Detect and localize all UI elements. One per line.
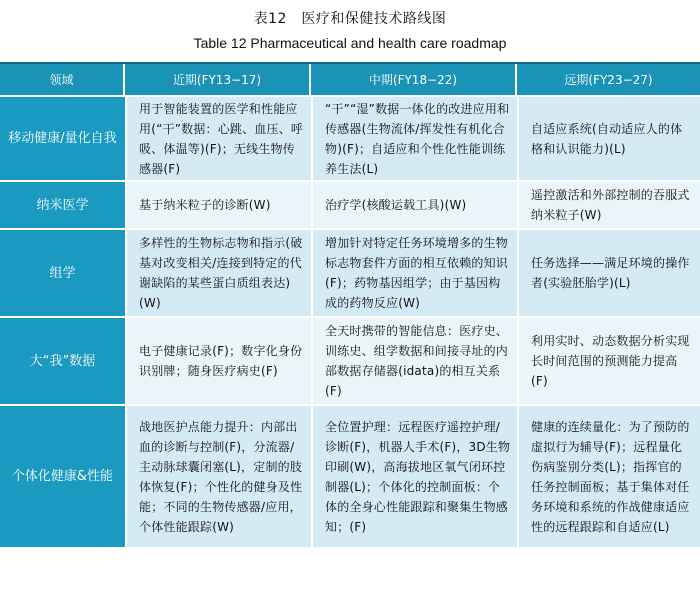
table-caption-chinese: 表12 医疗和保健技术路线图 [253,11,447,27]
table-row [0,316,700,404]
far-term-cell: 利用实时、动态数据分析实现长时间范围的预测能力提高(F) [517,318,700,404]
near-term-cell: 战地医护点能力提升：内部出血的诊断与控制(F)，分流器/主动脉球囊闭塞(L)，定制的肢体恢复(F)；个性化的健身及性能；不同的生物传感器/应用，个体性能跟踪(W) [125,406,311,547]
near-term-cell: 电子健康记录(F)；数字化身份识别牌；随身医疗病史(F) [125,318,311,404]
field-cell: 大“我”数据 [0,318,125,404]
near-term-cell: 基于纳米粒子的诊断(W) [125,182,311,228]
near-term-cell: 用于智能装置的医学和性能应用(“干”数据：心跳、血压、呼吸、体温等)(F)；无线生物传感器(F) [125,97,311,180]
far-term-cell: 自适应系统(自动适应人的体格和认识能力)(L) [517,97,700,180]
table-row [0,228,700,316]
header-near-term: 近期(FY13−17) [125,64,311,95]
table-row [0,95,700,180]
header-field: 领域 [0,64,125,95]
table-row [0,180,700,228]
mid-term-cell: 全天时携带的智能信息：医疗史、训练史、组学数据和间接寻址的内部数据存储器(idata)的相互关系(F) [311,318,517,404]
field-cell: 纳米医学 [0,182,125,228]
field-cell: 组学 [0,230,125,316]
table-header-row [0,62,700,95]
field-cell: 移动健康/量化自我 [0,97,125,180]
far-term-cell: 遥控激活和外部控制的吞服式纳米粒子(W) [517,182,700,228]
mid-term-cell: 全位置护理：远程医疗遥控护理/诊断(F)，机器人手术(F)，3D生物印刷(W)，高海拔地区氧气闭环控制器(L)；个体化的控制面板：个体的全身心性能跟踪和聚集生物感知；(F) [311,406,517,547]
mid-term-cell: 治疗学(核酸运载工具)(W) [311,182,517,228]
table-row [0,404,700,547]
near-term-cell: 多样性的生物标志物和指示(破基对改变相关/连接到特定的代谢缺陷的某些蛋白质组表达)(W) [125,230,311,316]
mid-term-cell: 增加针对特定任务环境增多的生物标志物套件方面的相互依赖的知识(F)；药物基因组学；由于基因构成的药物反应(W) [311,230,517,316]
mid-term-cell: “干”“湿”数据一体化的改进应用和传感器(生物流体/挥发性有机化合物)(F)；自适应和个性化性能训练养生法(L) [311,97,517,180]
roadmap-table [0,62,700,547]
header-far-term: 远期(FY23−27) [564,73,653,87]
far-term-cell: 健康的连续量化：为了预防的虚拟行为辅导(F)；远程量化伤病鉴别分类(L)；指挥官的任务控制面板；基于集体对任务环境和系统的作战健康适应性的远程跟踪和自适应(L) [517,406,700,547]
header-mid-term: 中期(FY18−22) [311,64,517,95]
field-cell: 个体化健康&性能 [0,406,125,547]
table-caption-english: Table 12 Pharmaceutical and health care roadmap [193,35,507,51]
far-term-cell: 任务选择——满足环境的操作者(实验胚胎学)(L) [517,230,700,316]
